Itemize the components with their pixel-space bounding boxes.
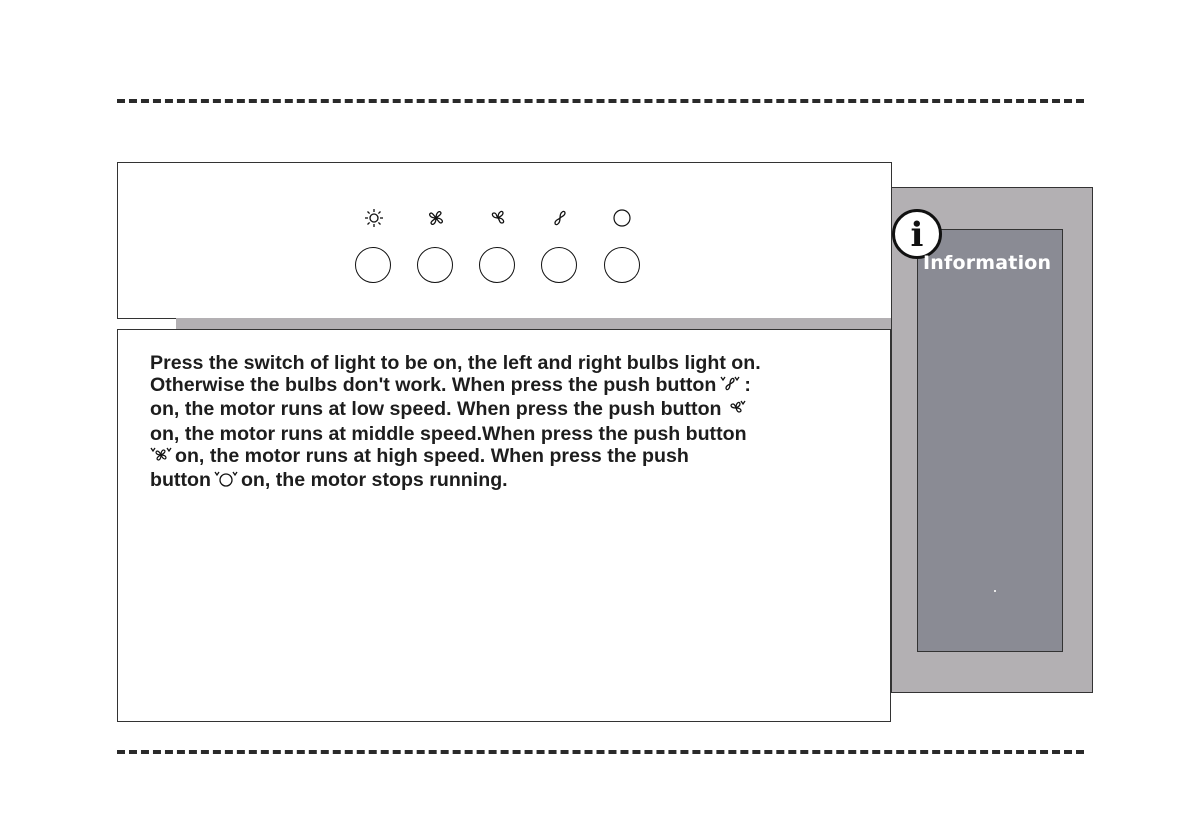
description-box bbox=[117, 329, 891, 722]
light-icon bbox=[363, 207, 385, 229]
off-button[interactable] bbox=[604, 247, 640, 283]
fan-medium-icon bbox=[487, 207, 509, 229]
fan-low-button[interactable] bbox=[541, 247, 577, 283]
desc-line-3: on, the motor runs at low speed. When press the push button bbox=[150, 398, 870, 422]
fan-low-inline-icon bbox=[719, 375, 741, 398]
fan-low-icon bbox=[549, 207, 571, 229]
fan-high-icon bbox=[425, 207, 447, 229]
off-icon bbox=[611, 207, 633, 229]
off-inline-icon bbox=[214, 470, 238, 493]
desc-line-6: button on, the motor stops running. bbox=[150, 469, 870, 493]
top-dashed-divider bbox=[117, 99, 1084, 103]
description-text bbox=[150, 352, 870, 493]
control-panel bbox=[117, 162, 892, 319]
desc-line-1: Press the switch of light to be on, the left and right bulbs light on. bbox=[150, 352, 761, 374]
fan-medium-button[interactable] bbox=[479, 247, 515, 283]
fan-high-button[interactable] bbox=[417, 247, 453, 283]
desc-line-5: on, the motor runs at high speed. When press the push bbox=[150, 445, 870, 469]
control-panel-shadow bbox=[176, 318, 892, 329]
light-button[interactable] bbox=[355, 247, 391, 283]
info-icon: i bbox=[892, 209, 942, 259]
info-title: Information bbox=[923, 252, 1052, 274]
fan-high-inline-icon bbox=[150, 446, 172, 469]
desc-line-4: on, the motor runs at middle speed.When press the push button bbox=[150, 422, 747, 445]
bottom-dashed-divider bbox=[117, 750, 1084, 754]
small-dot bbox=[994, 590, 996, 592]
info-sidebar-inner bbox=[917, 229, 1063, 652]
desc-line-2: Otherwise the bulbs don't work. When press the push button : bbox=[150, 374, 870, 398]
fan-medium-inline-icon bbox=[725, 399, 747, 422]
